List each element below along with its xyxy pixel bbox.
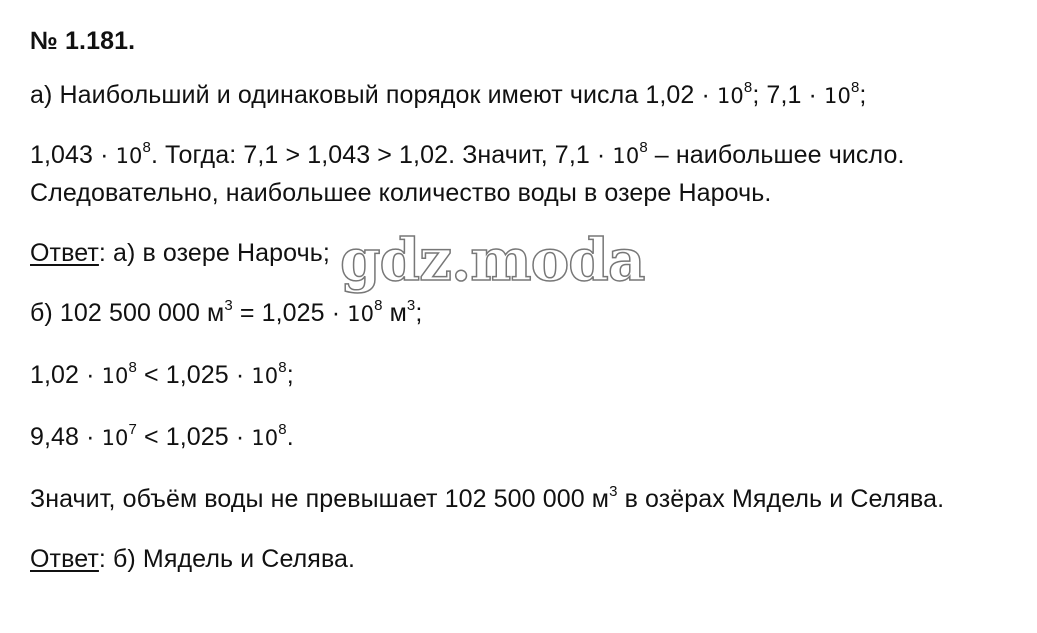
answer-label: Ответ	[30, 239, 99, 267]
part-b-line-3: $9,48 \cdot 10^7 < 1,025 \cdot 10^8$.	[30, 420, 294, 451]
part-a-line-3: Следовательно, наибольшее количество воды в озере Нарочь.	[30, 179, 772, 207]
part-b-line-4: Значит, объём воды не превышает 102 500 000 $м^3$ в озёрах Мядель и Селява.	[30, 482, 945, 513]
part-b-line-1: б) 102 500 000 $м^3 = 1,025 \cdot 10^8$ $м^3$;	[30, 296, 423, 327]
part-a-line-2: $1,043 \cdot 10^8$. Тогда: 7,1 > 1,043 > 1,02. Значит, $7,1 \cdot 10^8$ – наибольшее число.	[30, 138, 905, 169]
answer-b: Ответ: б) Мядель и Селява.	[30, 545, 356, 573]
part-a-line-1: а) Наибольший и одинаковый порядок имеют числа $1,02 \cdot 10^8$; $7,1 \cdot 10^8$;	[30, 78, 867, 109]
watermark: gdz.moda	[340, 226, 645, 294]
part-b-line-2: $1,02 \cdot 10^8 < 1,025 \cdot 10^8$;	[30, 358, 294, 389]
answer-a: Ответ: а) в озере Нарочь;	[30, 239, 330, 267]
problem-number: № 1.181.	[30, 27, 136, 55]
answer-label: Ответ	[30, 545, 99, 573]
